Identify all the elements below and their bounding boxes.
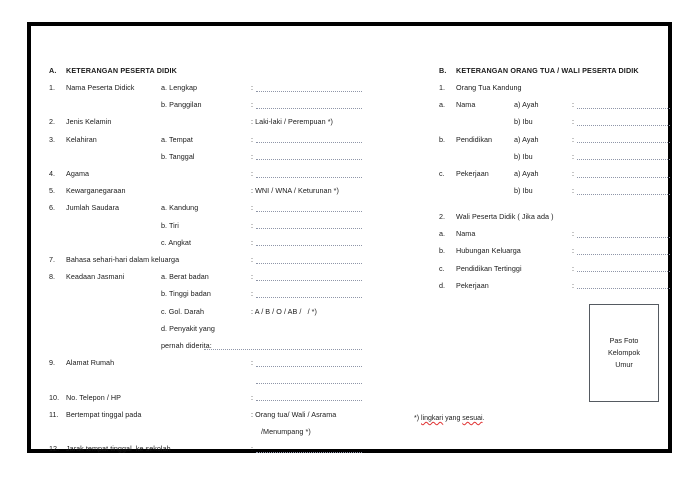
row-number: 1. [49, 83, 56, 92]
dotted-fill-line [256, 452, 362, 453]
dotted-fill-line [256, 108, 362, 109]
row-sublabel: b. Panggilan [161, 100, 202, 110]
dotted-fill-line [256, 366, 362, 367]
row-colon: : [251, 151, 254, 161]
row-label: Pekerjaan [456, 280, 489, 290]
photo-box-line-2: Kelompok [608, 348, 640, 357]
row-value: : WNI / WNA / Keturunan *) [251, 186, 339, 196]
dotted-fill-line [256, 400, 362, 401]
row-sublabel: a. Lengkap [161, 83, 198, 92]
dotted-fill-line [577, 237, 670, 238]
row-label: Jumlah Saudara [66, 203, 120, 213]
dotted-fill-line [256, 211, 362, 212]
row-letter: a. [439, 229, 446, 239]
footnote-word-lingkari: lingkari [421, 415, 444, 422]
row-letter: c. [439, 263, 445, 273]
dotted-fill-line [577, 288, 670, 289]
row-colon: : [251, 203, 254, 213]
section-a-title: KETERANGAN PESERTA DIDIK [66, 66, 178, 75]
dotted-fill-line [256, 228, 362, 229]
row-colon: : [251, 237, 254, 247]
row-label: Pendidikan Tertinggi [456, 263, 522, 273]
row-sublabel: a. Berat badan [161, 272, 209, 282]
row-sublabel: b) Ibu [514, 151, 533, 161]
row-letter: b. [439, 246, 446, 256]
form-canvas [31, 26, 668, 454]
row-sublabel: b) Ibu [514, 117, 533, 127]
row-colon: : [251, 289, 254, 299]
row-letter: b. [439, 134, 446, 144]
row-colon: : [251, 255, 254, 264]
row-colon: : [251, 134, 254, 144]
section-b-title: KETERANGAN ORANG TUA / WALI PESERTA DIDIK [456, 66, 639, 75]
group-label: Wali Peserta Didik ( Jika ada ) [456, 212, 554, 221]
row-sublabel: b. Tanggal [161, 151, 195, 161]
row-value: : Laki-laki / Perempuan *) [251, 117, 333, 127]
dotted-fill-line [577, 125, 670, 126]
row-colon: : [251, 220, 254, 230]
row-sublabel: a) Ayah [514, 100, 539, 110]
row-label: Bertempat tinggal pada [66, 409, 142, 419]
row-label: Bahasa sehari-hari dalam keluarga [66, 255, 180, 264]
dotted-fill-line [256, 280, 362, 281]
dotted-fill-line [256, 177, 362, 178]
row-colon: : [572, 134, 575, 144]
row-number: 10. [49, 392, 60, 402]
row-number: 11. [49, 409, 59, 419]
dotted-fill-line [577, 159, 670, 160]
row-number: 6. [49, 203, 56, 213]
row-label: Nama [456, 229, 476, 239]
dotted-fill-line [256, 142, 362, 143]
row-colon: : [572, 229, 575, 239]
row-sublabel: a) Ayah [514, 134, 539, 144]
row-sublabel: a. Kandung [161, 203, 199, 213]
row-sublabel: c. Gol. Darah [161, 306, 204, 316]
footnote-word-sesuai: sesuai [462, 415, 483, 422]
row-label: Kewarganegaraan [66, 186, 126, 196]
row-number: 5. [49, 186, 56, 196]
dotted-fill-line [204, 349, 362, 350]
group-number: 2. [439, 212, 446, 221]
row-letter: d. [439, 280, 446, 290]
photo-box-line-3: Umur [615, 360, 633, 369]
row-number: 9. [49, 358, 56, 368]
dotted-fill-line [577, 108, 670, 109]
dotted-fill-line [256, 263, 362, 264]
footnote-word-yang: yang [445, 415, 461, 422]
row-label: Pekerjaan [456, 169, 489, 178]
row-colon: : [572, 263, 575, 273]
dotted-fill-line [256, 159, 362, 160]
dotted-fill-line [577, 142, 670, 143]
footnote-marker: *) [414, 415, 420, 422]
row-value: : Orang tua/ Wali / Asrama [251, 409, 337, 419]
row-number: 3. [49, 134, 56, 144]
row-label: Alamat Rumah [66, 358, 115, 368]
dotted-fill-line [577, 271, 670, 272]
row-colon: : [251, 100, 254, 110]
row-sublabel: b) Ibu [514, 186, 533, 196]
section-b-letter: B. [439, 66, 447, 75]
row-sublabel: a. Tempat [161, 134, 193, 144]
row-label: Agama [66, 169, 90, 178]
row-sublabel: c. Angkat [161, 237, 192, 247]
dotted-fill-line [256, 245, 362, 246]
row-number: 12. [49, 444, 60, 454]
row-letter: c. [439, 169, 445, 178]
row-number: 4. [49, 169, 56, 178]
row-value: /Menumpang *) [261, 427, 311, 436]
row-colon: : [572, 117, 575, 127]
row-label: Jarak tempat tinggal ke sekolah [66, 444, 171, 454]
row-letter: a. [439, 100, 446, 110]
group-number: 1. [439, 83, 446, 92]
row-colon: : [251, 358, 254, 368]
row-sublabel: a) Ayah [514, 169, 539, 178]
row-colon: : [251, 392, 254, 402]
dotted-fill-line [256, 383, 362, 384]
row-colon: : [251, 83, 254, 92]
row-value: : A / B / O / AB / / *) [251, 306, 317, 316]
row-sublabel: b. Tinggi badan [161, 289, 211, 299]
row-number: 8. [49, 272, 56, 282]
photo-box-line-1: Pas Foto [609, 336, 639, 345]
row-sublabel: pernah diderita: [161, 341, 212, 350]
row-label: Nama Peserta Didick [66, 83, 135, 92]
footnote-note [414, 415, 484, 422]
dotted-fill-line [577, 194, 670, 195]
row-label: Keadaan Jasmani [66, 272, 125, 282]
row-label: Pendidikan [456, 134, 493, 144]
row-number: 2. [49, 117, 56, 127]
dotted-fill-line [577, 254, 670, 255]
row-label: No. Telepon / HP [66, 392, 122, 402]
group-label: Orang Tua Kandung [456, 83, 522, 92]
row-sublabel: d. Penyakit yang [161, 323, 215, 333]
photo-placeholder-box [589, 304, 659, 402]
dotted-fill-line [256, 91, 362, 92]
form-page [27, 22, 672, 453]
row-sublabel: b. Tiri [161, 220, 179, 230]
row-colon: : [572, 151, 575, 161]
dotted-fill-line [577, 177, 670, 178]
section-a-letter: A. [49, 66, 57, 75]
row-colon: : [572, 100, 575, 110]
row-colon: : [251, 272, 254, 282]
row-label: Nama [456, 100, 476, 110]
row-colon: : [251, 169, 254, 178]
dotted-fill-line [256, 297, 362, 298]
footnote-period: . [482, 415, 485, 422]
row-label: Jenis Kelamin [66, 117, 112, 127]
row-colon: : [572, 280, 575, 290]
row-label: Kelahiran [66, 134, 97, 144]
row-colon: : [572, 246, 575, 256]
row-colon: : [572, 169, 575, 178]
row-colon: : [251, 444, 254, 454]
row-label: Hubungan Keluarga [456, 246, 521, 256]
row-number: 7. [49, 255, 56, 264]
row-colon: : [572, 186, 575, 196]
